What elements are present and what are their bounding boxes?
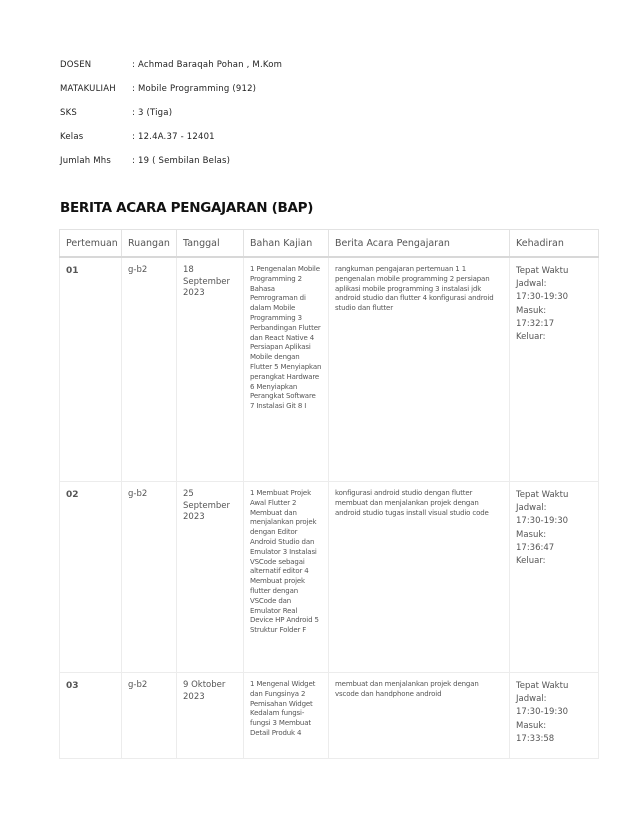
- checkout-label: Keluar:: [516, 331, 546, 342]
- schedule-label: Jadwal:: [516, 694, 547, 705]
- cell-ruangan: g-b2: [122, 673, 177, 759]
- info-value: : Mobile Programming (912): [132, 84, 257, 94]
- cell-pertemuan: 03: [60, 673, 122, 759]
- column-header-berita-acara: Berita Acara Pengajaran: [329, 230, 510, 258]
- cell-bahan-kajian: 1 Membuat Projek Awal Flutter 2 Membuat dan menjalankan projek dengan Editor Android Studio dan Emulator 3 Instalasi VSCode sebagai alternatif editor 4 Membuat projek flutter dengan VSCode dan Emulator Real Device HP Android 5 Struktur Folder F: [244, 482, 329, 673]
- column-header-bahan-kajian: Bahan Kajian: [244, 230, 329, 258]
- info-label: DOSEN: [60, 60, 92, 70]
- course-info: [60, 60, 282, 180]
- info-row-jumlah-mhs: [60, 156, 282, 180]
- checkin-label: Masuk:: [516, 305, 547, 316]
- info-row-sks: [60, 108, 282, 132]
- info-label: Jumlah Mhs: [60, 156, 111, 166]
- info-row-kelas: [60, 132, 282, 156]
- info-label: MATAKULIAH: [60, 84, 116, 94]
- table-row: [60, 482, 599, 673]
- page-title: BERITA ACARA PENGAJARAN (BAP): [60, 200, 314, 216]
- cell-tanggal: 18 September 2023: [177, 257, 244, 482]
- column-header-pertemuan: Pertemuan: [60, 230, 122, 258]
- info-label: Kelas: [60, 132, 84, 142]
- checkout-label: Keluar:: [516, 555, 546, 566]
- bap-table: [59, 229, 599, 759]
- cell-tanggal: 25 September 2023: [177, 482, 244, 673]
- schedule-time: 17:30-19:30: [516, 707, 569, 718]
- attendance-status: Tepat Waktu: [516, 681, 569, 691]
- info-value: : 3 (Tiga): [132, 108, 173, 118]
- cell-kehadiran: [510, 673, 599, 759]
- info-value: : 19 ( Sembilan Belas): [132, 156, 231, 166]
- cell-kehadiran: [510, 482, 599, 673]
- info-row-matakuliah: [60, 84, 282, 108]
- attendance-status: Tepat Waktu: [516, 266, 569, 276]
- checkin-label: Masuk:: [516, 720, 547, 731]
- checkin-time: 17:36:47: [516, 542, 555, 553]
- schedule-label: Jadwal:: [516, 279, 547, 290]
- checkin-time: 17:33:58: [516, 733, 555, 744]
- attendance-status: Tepat Waktu: [516, 490, 569, 500]
- table-header-row: [60, 230, 599, 258]
- cell-berita-acara: konfigurasi android studio dengan flutter membuat dan menjalankan projek dengan android studio tugas install visual studio code: [329, 482, 510, 673]
- schedule-time: 17:30-19:30: [516, 292, 569, 303]
- table-row: [60, 257, 599, 482]
- cell-berita-acara: rangkuman pengajaran pertemuan 1 1 pengenalan mobile programming 2 persiapan aplikasi mobile programming 3 instalasi jdk android studio dan flutter 4 konfigurasi android studio dan flutter: [329, 257, 510, 482]
- cell-bahan-kajian: 1 Pengenalan Mobile Programming 2 Bahasa Pemrograman di dalam Mobile Programming 3 Perbandingan Flutter dan React Native 4 Persiapan Aplikasi Mobile dengan Flutter 5 Menyiapkan perangkat Hardware 6 Menyiapkan Perangkat Software 7 Instalasi Git 8 I: [244, 257, 329, 482]
- cell-ruangan: g-b2: [122, 482, 177, 673]
- info-value: : Achmad Baraqah Pohan , M.Kom: [132, 60, 283, 70]
- column-header-ruangan: Ruangan: [122, 230, 177, 258]
- info-row-dosen: [60, 60, 282, 84]
- info-value: : 12.4A.37 - 12401: [132, 132, 215, 142]
- info-label: SKS: [60, 108, 77, 118]
- table-row: [60, 673, 599, 759]
- cell-pertemuan: 02: [60, 482, 122, 673]
- cell-bahan-kajian: 1 Mengenal Widget dan Fungsinya 2 Pemisahan Widget Kedalam fungsi-fungsi 3 Membuat Detail Produk 4: [244, 673, 329, 759]
- column-header-tanggal: Tanggal: [177, 230, 244, 258]
- checkin-time: 17:32:17: [516, 318, 555, 329]
- column-header-kehadiran: Kehadiran: [510, 230, 599, 258]
- cell-berita-acara: membuat dan menjalankan projek dengan vscode dan handphone android: [329, 673, 510, 759]
- schedule-time: 17:30-19:30: [516, 516, 569, 527]
- cell-kehadiran: [510, 257, 599, 482]
- cell-tanggal: 9 Oktober 2023: [177, 673, 244, 759]
- cell-pertemuan: 01: [60, 257, 122, 482]
- schedule-label: Jadwal:: [516, 503, 547, 514]
- checkin-label: Masuk:: [516, 529, 547, 540]
- cell-ruangan: g-b2: [122, 257, 177, 482]
